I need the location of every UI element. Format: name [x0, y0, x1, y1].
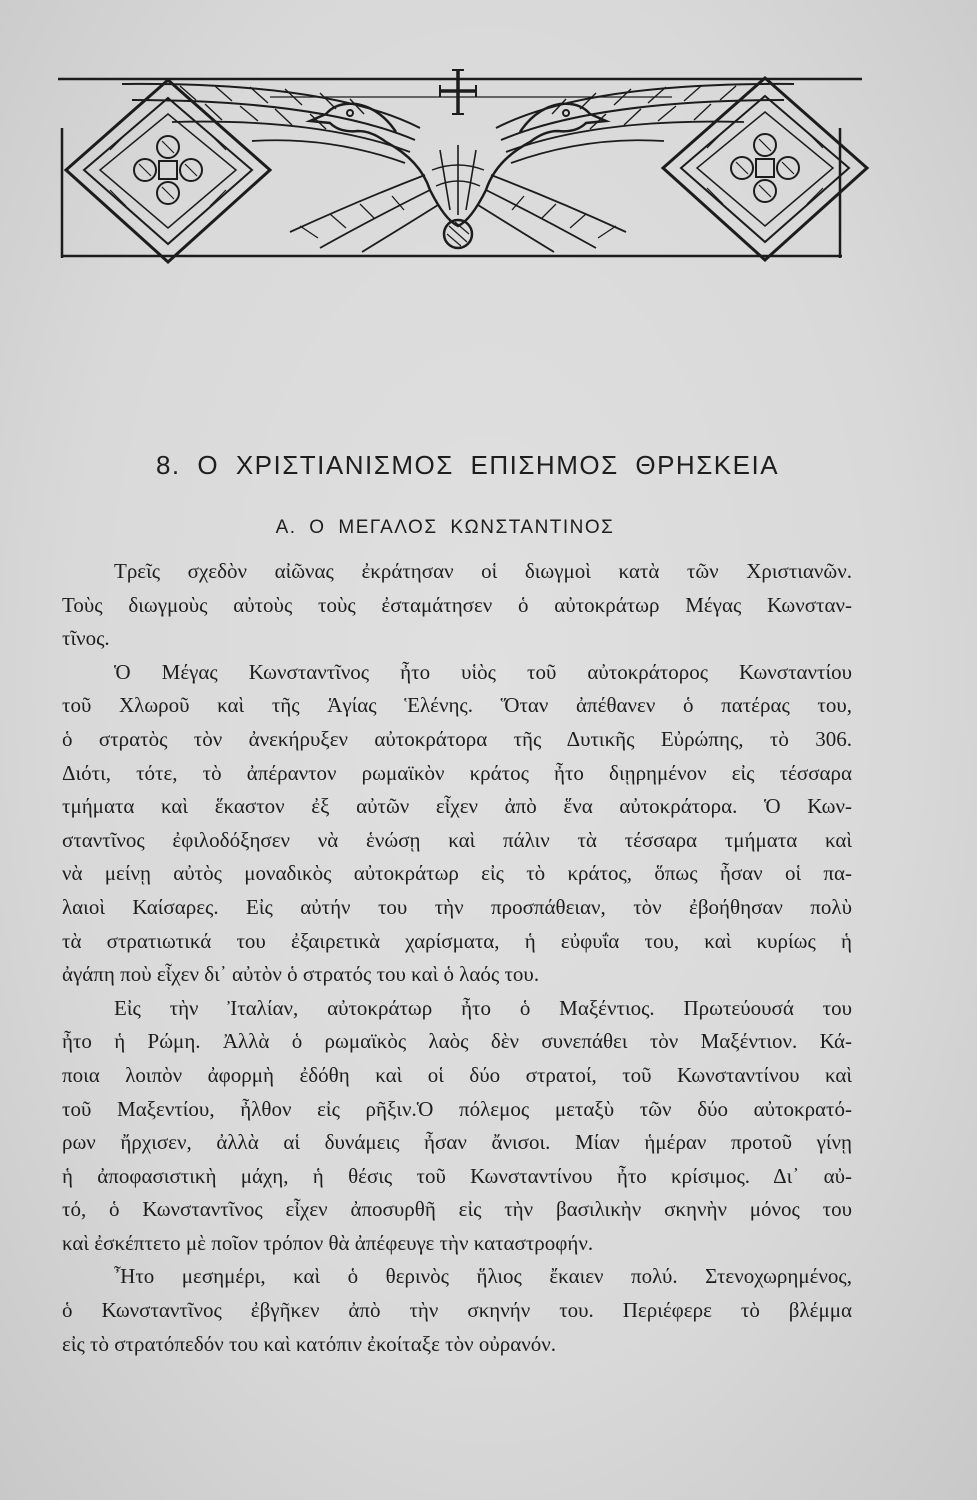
text-line: καὶ ἐσκέπτετο μὲ ποῖον τρόπον θὰ ἀπέφευγε τὴν καταστροφήν. — [62, 1230, 594, 1255]
header-ornament — [0, 0, 977, 300]
text-line: τό, ὁ Κωνσταντῖνος εἶχεν ἀποσυρθῆ εἰς τὴν βασιλικὴν σκηνὴν μόνος του — [62, 1197, 852, 1222]
paragraph — [62, 992, 852, 1261]
text-line: Ὁ Μέγας Κωνσταντῖνος ἦτο υἱὸς τοῦ αὐτοκράτορος Κωνσταντίου — [114, 659, 852, 684]
right-diamond-cross-icon — [663, 78, 867, 260]
text-line: ἡ ἀποφασιστικὴ μάχη, ἡ θέσις τοῦ Κωνσταντίνου ἦτο κρίσιμος. Δι᾽ αὐ- — [62, 1163, 852, 1188]
text-line: νὰ μείνῃ αὐτὸς μοναδικὸς αὐτοκράτωρ εἰς τὸ κράτος, ὅπως ἦσαν οἱ πα- — [62, 861, 852, 886]
cross-icon — [440, 70, 476, 114]
text-line: εἰς τὸ στρατόπεδόν του καὶ κατόπιν ἐκοίταξε τὸν οὐρανόν. — [62, 1331, 556, 1356]
chapter-title: 8. Ο ΧΡΙΣΤΙΑΝΙΣΜΟΣ ΕΠΙΣΗΜΟΣ ΘΡΗΣΚΕΙΑ — [155, 450, 780, 480]
text-line: τὰ στρατιωτικά του ἐξαιρετικὰ χαρίσματα, ἡ εὐφυΐα του, καὶ κυρίως ἡ — [62, 928, 852, 953]
text-line: Ἦτο μεσημέρι, καὶ ὁ θερινὸς ἥλιος ἔκαιεν πολύ. Στενοχωρημένος, — [114, 1264, 852, 1289]
body-text — [62, 555, 852, 1361]
left-diamond-cross-icon — [66, 80, 270, 262]
text-line: τμήματα καὶ ἕκαστον ἐξ αὐτῶν εἶχεν ἀπὸ ἕνα αὐτοκράτορα. Ὁ Κων- — [62, 794, 852, 819]
paragraph — [62, 656, 852, 992]
text-line: τῖνος. — [62, 626, 110, 651]
text-line: Εἰς τὴν Ἰταλίαν, αὐτοκράτωρ ἦτο ὁ Μαξέντιος. Πρωτεύουσά του — [114, 995, 852, 1020]
text-line: σταντῖνος ἐφιλοδόξησεν νὰ ἑνώσῃ καὶ πάλιν τὰ τέσσαρα τμήματα καὶ — [62, 827, 852, 852]
text-line: Τρεῖς σχεδὸν αἰῶνας ἐκράτησαν οἱ διωγμοὶ κατὰ τῶν Χριστιανῶν. — [114, 559, 852, 583]
paragraph — [62, 1260, 852, 1361]
text-line: ἦτο ἡ Ρώμη. Ἀλλὰ ὁ ρωμαϊκὸς λαὸς δὲν συνεπάθει τὸν Μαξέντιον. Κά- — [62, 1029, 852, 1054]
paragraph — [62, 555, 852, 656]
text-line: ἀγάπη ποὺ εἶχεν δι᾽ αὐτὸν ὁ στρατός του καὶ ὁ λαός του. — [62, 962, 540, 987]
text-line: ὁ Κωνσταντῖνος ἐβγῆκεν ἀπὸ τὴν σκηνήν του. Περιέφερε τὸ βλέμμα — [62, 1298, 852, 1323]
text-line: τοῦ Χλωροῦ καὶ τῆς Ἁγίας Ἑλένης. Ὅταν ἀπέθανεν ὁ πατέρας του, — [62, 693, 852, 718]
text-line: ὁ στρατὸς τὸν ἀνεκήρυξεν αὐτοκράτορα τῆς Δυτικῆς Εὐρώπης, τὸ 306. — [62, 726, 852, 751]
text-line: λαιοὶ Καίσαρες. Εἰς αὐτήν του τὴν προσπάθειαν, τὸν ἐβοήθησαν πολὺ — [62, 894, 852, 919]
section-title: Α. Ο ΜΕΓΑΛΟΣ ΚΩΝΣΤΑΝΤΙΝΟΣ — [275, 517, 615, 538]
text-line: Τοὺς διωγμοὺς αὐτοὺς τοὺς ἐσταμάτησεν ὁ αὐτοκράτωρ Μέγας Κωνσταν- — [62, 592, 852, 617]
text-line: Διότι, τότε, τὸ ἀπέραντον ρωμαϊκὸν κράτος ἦτο διῃρημένον εἰς τέσσαρα — [62, 760, 852, 785]
text-line: ποια λοιπὸν ἀφορμὴ ἐδόθη καὶ οἱ δύο στρατοί, τοῦ Κωνσταντίνου καὶ — [62, 1062, 852, 1087]
text-line: ρων ἤρχισεν, ἀλλὰ αἱ δυνάμεις ἦσαν ἄνισοι. Μίαν ἡμέραν προτοῦ γίνῃ — [62, 1130, 852, 1155]
text-line: τοῦ Μαξεντίου, ἦλθον εἰς ρῆξιν.Ὁ πόλεμος μεταξὺ τῶν δύο αὐτοκρατό- — [62, 1096, 852, 1121]
